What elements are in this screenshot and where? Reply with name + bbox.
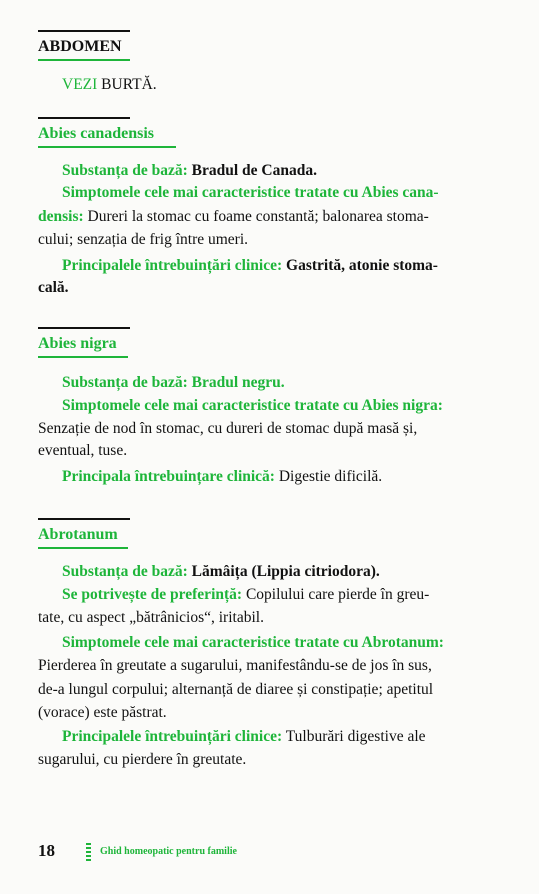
- abies-canadensis-substanta: [62, 160, 317, 181]
- abdomen-underline: [38, 59, 130, 61]
- abrotanum-simptome-text: Pierderea în greutate a sugarului, manifestându-se de jos în sus,: [38, 657, 432, 674]
- potriveste-text: Copilului care pierde în greu-: [245, 586, 430, 603]
- section-top-rule: [38, 117, 130, 119]
- abies-canadensis-heading: Abies canadensis: [38, 125, 155, 142]
- abrotanum-substanta: [62, 561, 380, 582]
- principala-value: Digestie dificilă.: [278, 468, 383, 485]
- vezi-target: BURTĂ.: [101, 76, 157, 93]
- abies-nigra-principala: [62, 466, 382, 487]
- abdomen-heading: ABDOMEN: [38, 38, 122, 55]
- abies-canadensis-principale: [62, 255, 438, 276]
- substanta-value: Lămâița (Lippia citriodora).: [191, 563, 380, 580]
- section-top-rule: [38, 327, 130, 329]
- simptome-text: Dureri la stomac cu foame constantă; balonarea stoma-: [87, 208, 429, 225]
- abies-nigra-substanta: [62, 372, 285, 393]
- abrotanum-simptome-label: Simptomele cele mai caracteristice tratate cu Abrotanum:: [62, 634, 444, 651]
- principale-label: Principalele întrebuințări clinice:: [62, 257, 283, 274]
- abies-nigra-simptome-label: Simptomele cele mai caracteristice tratate cu Abies nigra:: [62, 397, 443, 414]
- substanta-label: Substanța de bază:: [62, 563, 188, 580]
- abrotanum-underline: [38, 547, 128, 549]
- section-top-rule: [38, 518, 130, 520]
- abrotanum-potriveste-cont: tate, cu aspect „bătrânicios“, iritabil.: [38, 609, 264, 626]
- substanta-value: Bradul de Canada.: [191, 162, 317, 179]
- abies-canadensis-simptome-label: Simptomele cele mai caracteristice tratate cu Abies cana-: [62, 184, 439, 201]
- vezi-label: VEZI: [62, 76, 98, 93]
- abies-canadensis-simptome-line: [38, 206, 429, 227]
- abrotanum-simptome-end: (vorace) este păstrat.: [38, 704, 167, 721]
- potriveste-label: Se potrivește de preferință:: [62, 586, 243, 603]
- substanta-value: Bradul negru.: [191, 374, 285, 391]
- substanta-label: Substanța de bază:: [62, 162, 188, 179]
- section-top-rule: [38, 30, 130, 32]
- principala-label: Principala întrebuințare clinică:: [62, 468, 275, 485]
- abrotanum-principale-cont: sugarului, cu pierdere în greutate.: [38, 751, 247, 768]
- principale-value: Gastrită, atonie stoma-: [286, 257, 438, 274]
- footer-bars-icon: [86, 843, 91, 863]
- book-title: Ghid homeopatic pentru familie: [100, 846, 237, 857]
- abies-nigra-heading: Abies nigra: [38, 335, 117, 352]
- page-number: 18: [38, 841, 55, 860]
- abies-canadensis-principale-cont: cală.: [38, 279, 69, 296]
- abies-nigra-simptome-cont: eventual, tuse.: [38, 442, 128, 459]
- abdomen-see-also: [62, 74, 157, 95]
- simptome-label-end: densis:: [38, 208, 84, 225]
- principale-label: Principalele întrebuințări clinice:: [62, 728, 283, 745]
- abrotanum-heading: Abrotanum: [38, 526, 118, 543]
- abrotanum-simptome-cont: de-a lungul corpului; alternanță de diaree și constipație; apetitul: [38, 681, 434, 698]
- substanta-label: Substanța de bază:: [62, 374, 188, 391]
- abies-nigra-simptome-text: Senzație de nod în stomac, cu dureri de stomac după masă și,: [38, 420, 418, 437]
- abrotanum-potriveste: [62, 584, 429, 605]
- abrotanum-principale: [62, 726, 426, 747]
- abies-canadensis-simptome-cont: cului; senzația de frig între umeri.: [38, 231, 249, 248]
- abies-nigra-underline: [38, 356, 128, 358]
- principale-value: Tulburări digestive ale: [285, 728, 426, 745]
- abies-canadensis-underline: [38, 146, 176, 148]
